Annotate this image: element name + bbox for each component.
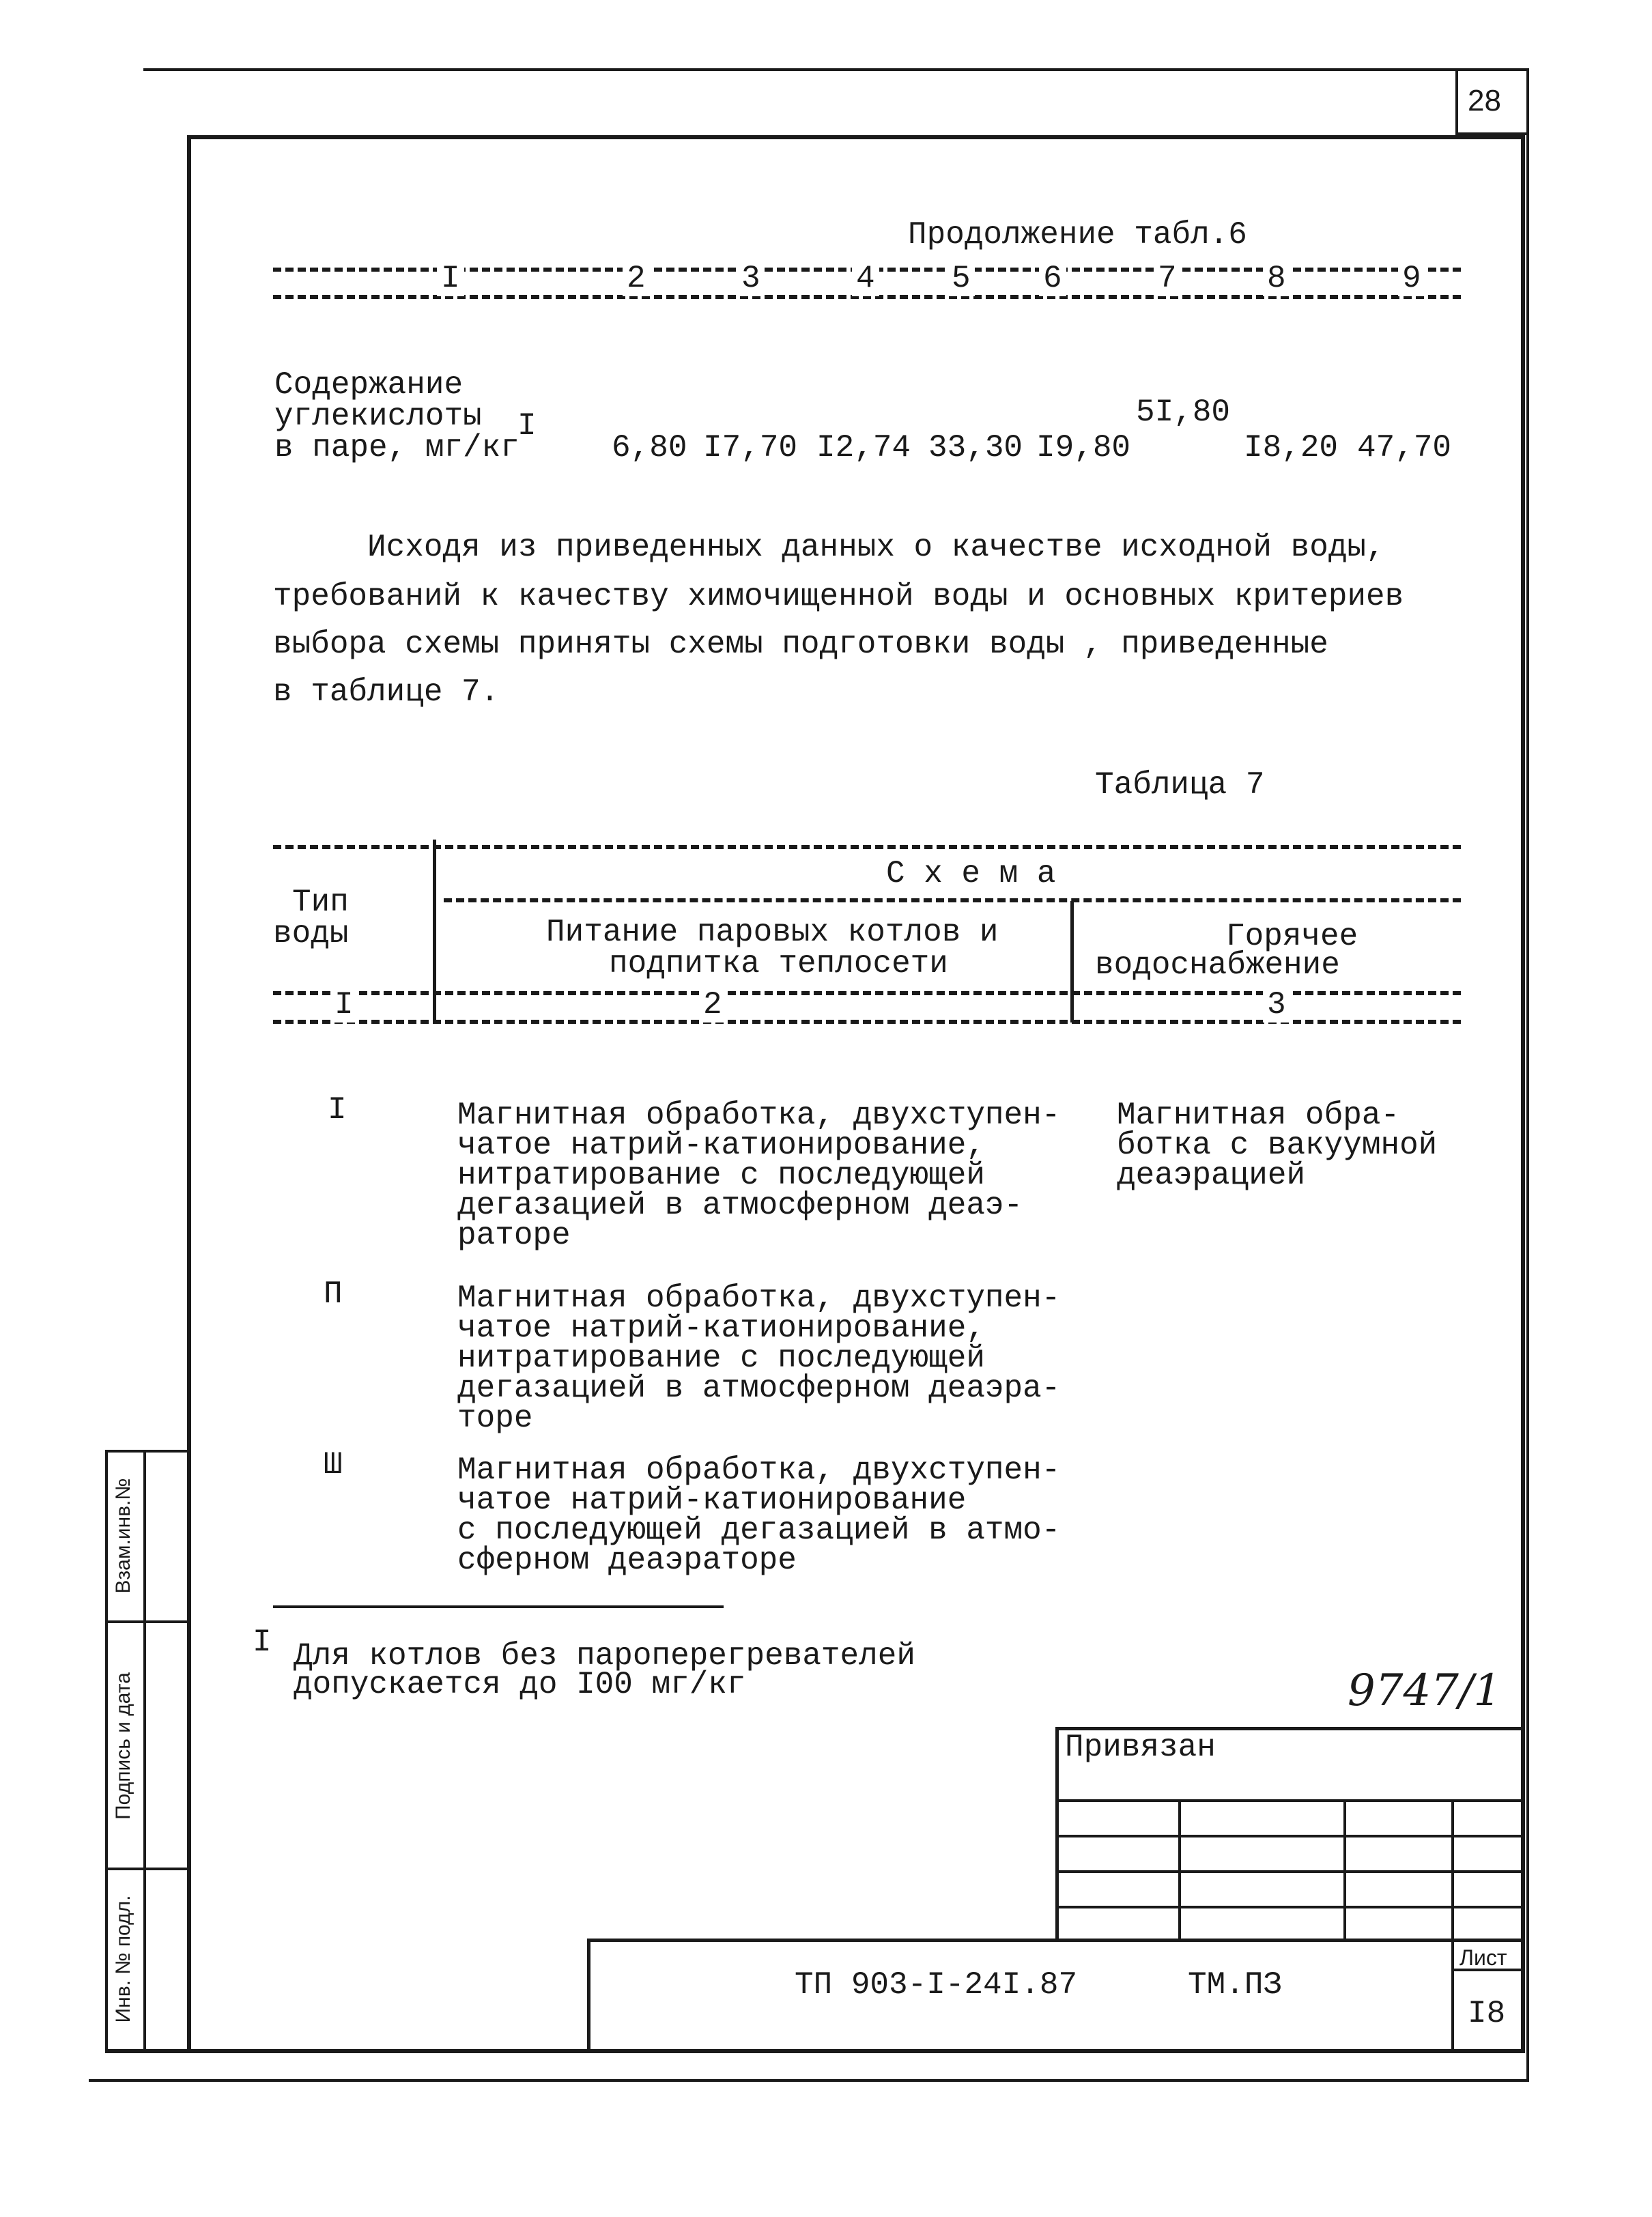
table7-col3-header: водоснабжение	[1095, 947, 1340, 983]
document-code: ТП 903-I-24I.87	[795, 1967, 1078, 2003]
margin-inner-left	[143, 1450, 146, 2052]
table7-group-header: С х е м а	[886, 856, 1056, 891]
col-number: 4	[852, 261, 879, 296]
scheme-line: с последующей дегазацией в атмо-	[457, 1513, 1061, 1548]
table7-group-dash	[444, 898, 1461, 902]
stamp-left	[1055, 1727, 1059, 1941]
outer-frame-bottom	[89, 2079, 1529, 2082]
section-code: ТМ.ПЗ	[1188, 1967, 1283, 2003]
value-cell: 33,30	[928, 430, 1023, 466]
scheme-line: дегазацией в атмосферном деаэра-	[457, 1371, 1061, 1406]
col-number: 2	[623, 261, 650, 296]
col-number: I	[437, 261, 464, 296]
outer-frame-right	[1526, 68, 1529, 2082]
table7-col2-header: подпитка теплосети	[609, 946, 948, 982]
main-frame-bottom	[105, 2049, 1525, 2053]
footnote-marker: I	[517, 408, 537, 444]
water-type: I	[328, 1092, 347, 1128]
margin-label-replaced-inv: Взам.инв.№	[112, 1478, 134, 1594]
outer-frame-top	[143, 68, 1529, 71]
margin-label-original-inv: Инв. № подл.	[112, 1895, 134, 2023]
margin-hline-1	[105, 1620, 190, 1623]
col-number: 3	[737, 261, 765, 296]
row-label-line: Содержание	[274, 367, 464, 403]
main-frame-left	[187, 135, 191, 2053]
scheme-line: Магнитная обработка, двухступен-	[457, 1453, 1061, 1488]
table7-top-dash	[273, 845, 1461, 849]
margin-hline-2	[105, 1868, 190, 1870]
col-number: 7	[1154, 261, 1181, 296]
value-cell: 47,70	[1357, 430, 1452, 466]
sheet-box-left	[1455, 68, 1458, 134]
value-cell: I2,74	[816, 430, 911, 466]
privyazan-label: Привязан	[1065, 1730, 1216, 1765]
paragraph-line: в таблице 7.	[273, 674, 500, 710]
table7-vsep-2	[1070, 901, 1074, 1022]
margin-top	[105, 1450, 190, 1453]
footnote-rule	[273, 1605, 724, 1608]
stamp-sheet-vline	[1451, 1939, 1454, 2052]
table7-title: Таблица 7	[1095, 767, 1265, 803]
table7-col3-header: Горячее	[1226, 919, 1358, 954]
hot-water-line: деаэрацией	[1117, 1158, 1306, 1193]
table7-col-number: 2	[699, 987, 726, 1022]
col-number: 6	[1039, 261, 1066, 296]
scheme-line: нитратирование с последующей	[457, 1158, 985, 1193]
value-cell: 6,80	[612, 430, 687, 466]
footnote-mark: I	[253, 1625, 272, 1660]
scheme-line: чатое натрий-катионирование,	[457, 1311, 985, 1346]
hot-water-line: Магнитная обра-	[1117, 1098, 1400, 1133]
scheme-line: раторе	[457, 1218, 571, 1253]
stamp-main-top	[587, 1939, 1522, 1942]
stamp-vline-2	[1343, 1799, 1346, 1941]
table7-col-number: 3	[1263, 987, 1290, 1022]
stamp-vline-3	[1451, 1799, 1454, 1941]
paragraph-line: выбора схемы приняты схемы подготовки воды , приведенные	[273, 627, 1328, 662]
paragraph-line: требований к качеству химочищенной воды и основных критериев	[273, 579, 1404, 614]
main-frame-top	[187, 135, 1525, 139]
sheet-label: Лист	[1459, 1945, 1507, 1970]
continuation-title: Продолжение табл.6	[908, 217, 1247, 253]
hot-water-line: ботка с вакуумной	[1117, 1128, 1438, 1163]
table7-col1-header: Тип	[292, 885, 349, 920]
margin-outer-left	[105, 1450, 108, 2052]
paragraph-line: Исходя из приведенных данных о качестве исходной воды,	[367, 530, 1385, 565]
row-label-line: в паре, мг/кг	[274, 430, 519, 466]
water-type: Ш	[324, 1447, 343, 1483]
water-type: П	[324, 1276, 343, 1312]
scheme-line: Магнитная обработка, двухступен-	[457, 1281, 1061, 1316]
row-label-line: углекислоты	[274, 399, 482, 434]
scheme-line: Магнитная обработка, двухступен-	[457, 1098, 1061, 1133]
handwritten-number: 9747/1	[1348, 1665, 1502, 1716]
value-cell: 5I,80	[1136, 395, 1231, 430]
table7-col-number: I	[330, 987, 358, 1022]
scheme-line: дегазацией в атмосферном деаэ-	[457, 1188, 1023, 1223]
stamp-vline-1	[1178, 1799, 1181, 1941]
main-frame-right	[1521, 135, 1525, 2053]
col-number: 8	[1263, 261, 1290, 296]
footnote-line: Для котлов без пароперегревателей	[294, 1638, 915, 1674]
sheet-value: I8	[1468, 1996, 1506, 2031]
col-number: 9	[1398, 261, 1425, 296]
footnote-line: допускается до I00 мг/кг	[294, 1667, 746, 1702]
col-number: 5	[948, 261, 975, 296]
value-cell: I7,70	[703, 430, 798, 466]
table7-col2-header: Питание паровых котлов и	[546, 915, 999, 950]
scheme-line: чатое натрий-катионирование,	[457, 1128, 985, 1163]
scheme-line: нитратирование с последующей	[457, 1341, 985, 1376]
stamp-main-left	[587, 1939, 590, 2052]
scheme-line: сферном деаэраторе	[457, 1543, 797, 1578]
scheme-line: торе	[457, 1401, 533, 1436]
value-cell: I9,80	[1036, 430, 1131, 466]
margin-label-signature-date: Подпись и дата	[112, 1672, 134, 1820]
table7-col1-header: воды	[273, 916, 349, 952]
value-cell: I8,20	[1244, 430, 1339, 466]
scheme-line: чатое натрий-катионирование	[457, 1483, 967, 1518]
sheet-number: 28	[1468, 84, 1501, 117]
